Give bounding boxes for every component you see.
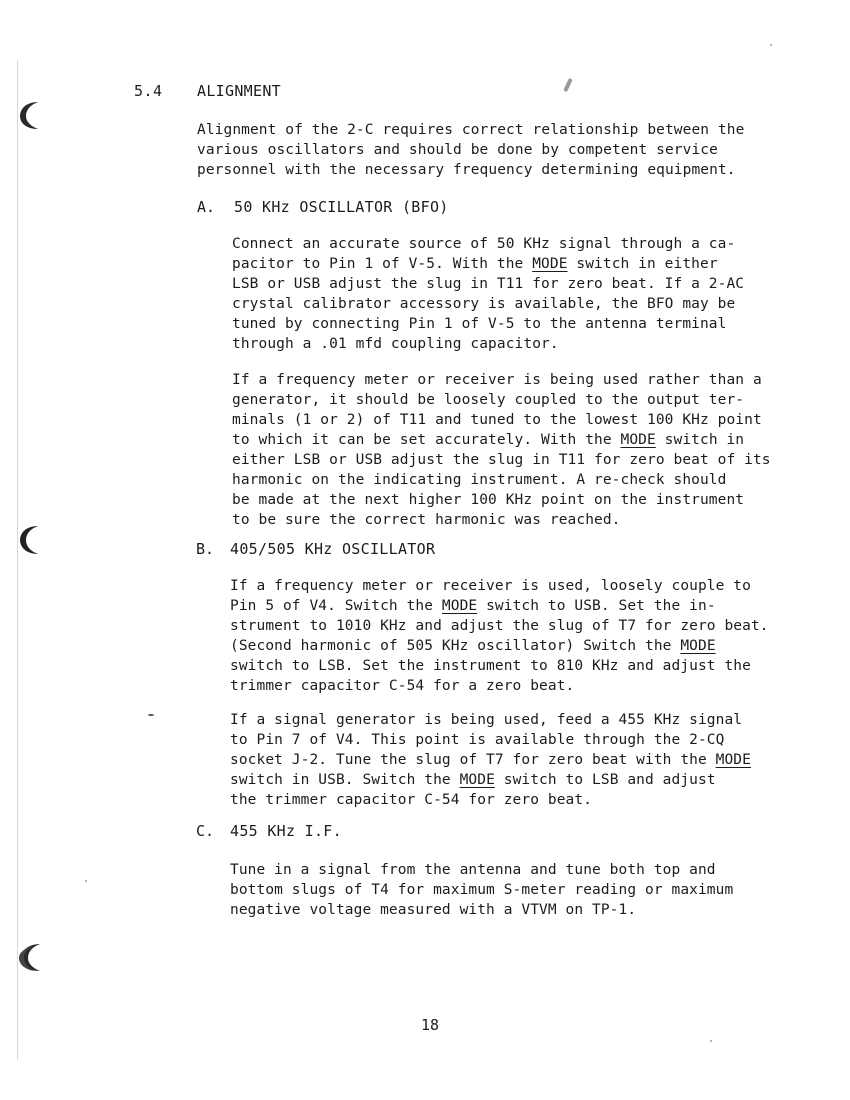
text-segment: switch in USB. Switch the <box>230 772 460 788</box>
text-line: If a signal generator is being used, feed a 455 KHz signal <box>230 712 743 728</box>
subsection-b-paragraph-2 <box>230 710 751 810</box>
intro-line: Alignment of the 2-C requires correct relationship between the <box>197 122 745 138</box>
text-segment: switch to LSB and adjust <box>494 772 716 788</box>
text-line <box>232 254 744 274</box>
subsection-a-letter: A. <box>197 198 216 216</box>
text-line: trimmer capacitor C-54 for a zero beat. <box>230 678 575 694</box>
scan-speck <box>710 1040 712 1042</box>
subsection-c-letter: C. <box>196 822 215 840</box>
mode-switch-label: MODE <box>680 638 716 654</box>
text-line: generator, it should be loosely coupled to the output ter- <box>232 392 745 408</box>
text-line: either LSB or USB adjust the slug in T11 for zero beat of its <box>232 452 771 468</box>
text-segment: pacitor to Pin 1 of V-5. With the <box>232 256 533 272</box>
section-title: ALIGNMENT <box>197 82 281 100</box>
text-line: strument to 1010 KHz and adjust the slug of T7 for zero beat. <box>230 618 769 634</box>
text-segment: switch in either <box>567 256 718 272</box>
text-segment: switch in <box>655 432 745 448</box>
subsection-a-paragraph-2 <box>232 370 771 530</box>
text-line: LSB or USB adjust the slug in T11 for zero beat. If a 2-AC <box>232 276 745 292</box>
scan-edge-line <box>17 60 18 1060</box>
text-line: the trimmer capacitor C-54 for zero beat. <box>230 792 593 808</box>
scan-speck <box>148 714 154 716</box>
text-line: through a .01 mfd coupling capacitor. <box>232 336 559 352</box>
text-line <box>230 596 769 616</box>
subsection-b-paragraph-1 <box>230 576 769 696</box>
text-line: negative voltage measured with a VTVM on TP-1. <box>230 902 637 918</box>
mode-switch-label: MODE <box>441 598 478 614</box>
text-segment: Pin 5 of V4. Switch the <box>230 598 442 614</box>
text-segment: switch to USB. Set the in- <box>477 598 716 614</box>
text-line: switch to LSB. Set the instrument to 810 KHz and adjust the <box>230 658 751 674</box>
subsection-b-title: 405/505 KHz OSCILLATOR <box>230 540 436 558</box>
scan-speck <box>563 78 573 92</box>
page-number: 18 <box>421 1016 440 1034</box>
mode-switch-label: MODE <box>715 752 751 768</box>
scan-speck <box>85 880 87 882</box>
scan-speck <box>770 44 772 46</box>
subsection-c-title: 455 KHz I.F. <box>230 822 342 840</box>
section-number: 5.4 <box>134 82 163 100</box>
text-line: If a frequency meter or receiver is used, loosely couple to <box>230 578 751 594</box>
intro-line: various oscillators and should be done by competent service <box>197 142 718 158</box>
binder-hole-top-icon <box>14 98 48 132</box>
subsection-b-letter: B. <box>196 540 215 558</box>
text-line <box>232 430 771 450</box>
text-line: If a frequency meter or receiver is being used rather than a <box>232 372 762 388</box>
text-line: to Pin 7 of V4. This point is available through the 2-CQ <box>230 732 725 748</box>
binder-hole-bottom-icon <box>14 940 48 974</box>
subsection-c-paragraph-1 <box>230 860 733 920</box>
text-segment: (Second harmonic of 505 KHz oscillator) Switch the <box>230 638 681 654</box>
text-line: tuned by connecting Pin 1 of V-5 to the antenna terminal <box>232 316 727 332</box>
mode-switch-label: MODE <box>620 432 656 448</box>
text-line: Connect an accurate source of 50 KHz signal through a ca- <box>232 236 736 252</box>
text-segment: socket J-2. Tune the slug of T7 for zero beat with the <box>230 752 716 768</box>
text-segment: to which it can be set accurately. With the <box>232 432 621 448</box>
intro-paragraph <box>197 120 744 180</box>
text-line <box>230 636 769 656</box>
binder-hole-middle-icon <box>14 523 48 557</box>
subsection-a-paragraph-1 <box>232 234 744 354</box>
mode-switch-label: MODE <box>532 256 568 272</box>
text-line: crystal calibrator accessory is available, the BFO may be <box>232 296 736 312</box>
mode-switch-label: MODE <box>459 772 495 788</box>
text-line: harmonic on the indicating instrument. A re-check should <box>232 472 727 488</box>
text-line <box>230 750 751 770</box>
text-line: to be sure the correct harmonic was reached. <box>232 512 621 528</box>
intro-line: personnel with the necessary frequency determining equipment. <box>197 162 736 178</box>
subsection-a-title: 50 KHz OSCILLATOR (BFO) <box>234 198 449 216</box>
text-line: be made at the next higher 100 KHz point on the instrument <box>232 492 745 508</box>
text-line: bottom slugs of T4 for maximum S-meter reading or maximum <box>230 882 734 898</box>
text-line <box>230 770 751 790</box>
text-line: minals (1 or 2) of T11 and tuned to the lowest 100 KHz point <box>232 412 762 428</box>
text-line: Tune in a signal from the antenna and tune both top and <box>230 862 716 878</box>
